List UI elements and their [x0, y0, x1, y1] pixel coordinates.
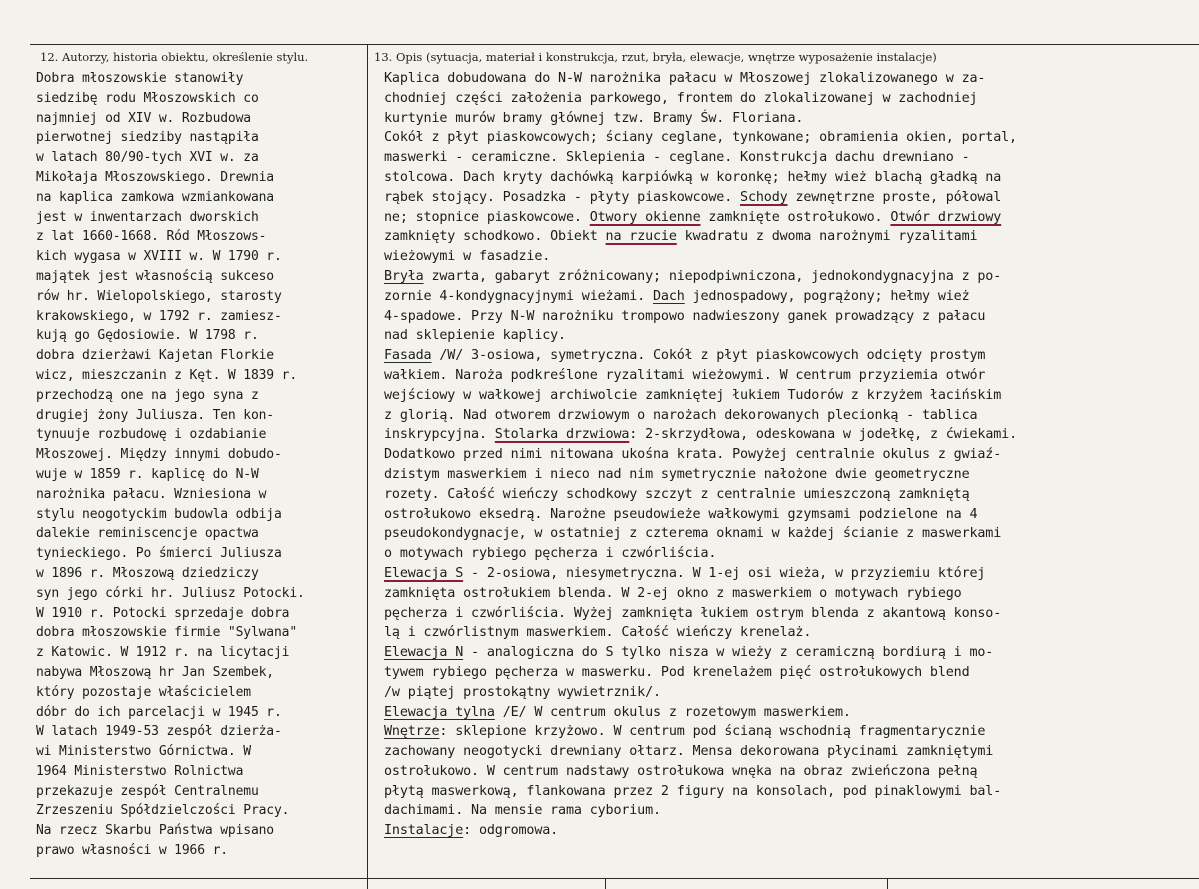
- history-text-line: przechodzą one na jego syna z: [36, 387, 259, 403]
- text-run: pęcherza i czwórliścia. Wyżej zamknięta łukiem ostrym blenda z akantową konso-: [384, 605, 1002, 621]
- description-text-line: [384, 128, 1199, 148]
- history-text-line: syn jego córki hr. Juliusz Potocki.: [36, 585, 305, 601]
- underlined-term: na rzucie: [605, 229, 677, 245]
- text-run: maswerki - ceramiczne. Sklepienia - ceglane. Konstrukcja dachu drewniano -: [384, 150, 970, 166]
- text-run: dzistym maswerkiem i nieco nad nim symetrycznie nałożone dwie geometryczne: [384, 466, 970, 482]
- underlined-term: Bryła: [384, 268, 424, 284]
- description-text-line: [384, 287, 1199, 307]
- description-text-line: [384, 821, 1199, 841]
- description-text-line: [384, 801, 1199, 821]
- text-run: zornie 4-kondygnacyjnymi wieżami.: [384, 288, 654, 304]
- text-run: Cokół z płyt piaskowcowych; ściany ceglane, tynkowane; obramienia okien, portal,: [384, 130, 1017, 146]
- underlined-term: Dach: [653, 288, 685, 304]
- description-text-line: [384, 703, 1199, 723]
- description-text-line: [384, 109, 1199, 129]
- history-text-line: kich wygasa w XVIII w. W 1790 r.: [36, 249, 282, 265]
- history-text-line: rów hr. Wielopolskiego, starosty: [36, 288, 282, 304]
- history-text-line: 1964 Ministerstwo Rolnictwa: [36, 763, 244, 779]
- description-text-line: [384, 584, 1199, 604]
- left-column-header: 12. Autorzy, historia obiektu, określenie stylu.: [40, 50, 309, 64]
- text-run: jednospadowy, pogrążony; hełmy wież: [684, 288, 970, 304]
- description-text-line: [384, 445, 1199, 465]
- description-text-line: [384, 722, 1199, 742]
- history-text-line: z Katowic. W 1912 r. na licytacji: [36, 645, 290, 661]
- history-text-line: wicz, mieszczanin z Kęt. W 1839 r.: [36, 367, 298, 383]
- text-run: : 2-skrzydłowa, odeskowana w jodełkę, z ćwiekami.: [629, 427, 1017, 443]
- description-text-line: [384, 782, 1199, 802]
- underlined-term: Elewacja N: [384, 645, 464, 661]
- text-run: 4-spadowe. Przy N-W narożniku trompowo nadwieszony ganek prowadzący z pałacu: [384, 308, 986, 324]
- bottom-tick: [887, 878, 888, 889]
- description-text-line: [384, 663, 1199, 683]
- history-text-line: Młoszowej. Między innymi dobudo-: [36, 447, 282, 463]
- text-run: pseudokondygnacje, w ostatniej z czterema oknami w każdej ścianie z maswerkami: [384, 526, 1002, 542]
- history-text-line: W 1910 r. Potocki sprzedaje dobra: [36, 605, 290, 621]
- description-text-line: [384, 227, 1199, 247]
- history-text-line: w latach 80/90-tych XVI w. za: [36, 150, 259, 166]
- history-text-line: tynuuje rozbudowę i ozdabianie: [36, 427, 267, 443]
- history-text-line: na kaplica zamkowa wzmiankowana: [36, 189, 274, 205]
- description-text-line: [384, 524, 1199, 544]
- text-run: o motywach rybiego pęcherza i czwórliścia.: [384, 546, 717, 562]
- description-text-line: [384, 69, 1199, 89]
- history-text-line: drugiej żony Juliusza. Ten kon-: [36, 407, 274, 423]
- history-text-line: stylu neogotyckim budowla odbija: [36, 506, 282, 522]
- text-run: Kaplica dobudowana do N-W narożnika pałacu w Młoszowej zlokalizowanego w za-: [384, 71, 986, 86]
- right-column-header: 13. Opis (sytuacja, materiał i konstrukcja, rzut, bryła, elewacje, wnętrze wyposażenie instalacje): [374, 50, 937, 64]
- description-text-line: [384, 386, 1199, 406]
- description-text-line: [384, 366, 1199, 386]
- history-text-column: [36, 69, 376, 861]
- text-run: inskrypcyjna.: [384, 427, 495, 443]
- history-text-line: Zrzeszeniu Spółdzielczości Pracy.: [36, 803, 290, 819]
- underlined-term: Fasada: [384, 348, 432, 364]
- history-text-line: W latach 1949-53 zespół dzierża-: [36, 724, 282, 740]
- history-text-line: dobra młoszowskie firmie "Sylwana": [36, 625, 298, 641]
- text-run: /w piątej prostokątny wywietrznik/.: [384, 684, 661, 700]
- history-text-line: siedzibę rodu Młoszowskich co: [36, 90, 259, 106]
- description-text-line: [384, 643, 1199, 663]
- history-text-line: w 1896 r. Młoszową dziedziczy: [36, 565, 259, 581]
- description-text-line: [384, 564, 1199, 584]
- text-run: kwadratu z dwoma narożnymi ryzalitami: [676, 229, 978, 245]
- text-run: - 2-osiowa, niesymetryczna. W 1-ej osi wieża, w przyziemiu której: [463, 565, 986, 581]
- text-run: z glorią. Nad otworem drzwiowym o narożach dekorowanych plecionką - tablica: [384, 407, 978, 423]
- description-text-line: [384, 425, 1199, 445]
- history-text-line: Mikołaja Młoszowskiego. Drewnia: [36, 169, 274, 185]
- text-run: ne; stopnice piaskowcowe.: [384, 209, 590, 225]
- description-text-line: [384, 247, 1199, 267]
- underlined-term: Wnętrze: [384, 724, 440, 740]
- text-run: rąbek stojący. Posadzka - płyty piaskowcowe.: [384, 189, 741, 205]
- history-text-line: z lat 1660-1668. Ród Młoszows-: [36, 229, 267, 245]
- underlined-term: Elewacja tylna: [384, 704, 495, 720]
- history-text-line: który pozostaje właścicielem: [36, 684, 251, 700]
- history-text-line: dóbr do ich parcelacji w 1945 r.: [36, 704, 282, 720]
- text-run: wieżowymi w fasadzie.: [384, 249, 551, 265]
- text-run: kurtynie murów bramy głównej tzw. Bramy Św. Floriana.: [384, 110, 804, 126]
- text-run: /E/ W centrum okulus z rozetowym maswerkiem.: [494, 704, 851, 720]
- text-run: zamknięta ostrołukiem blenda. W 2-ej okno z maswerkiem o motywach rybiego: [384, 585, 962, 601]
- description-text-line: [384, 623, 1199, 643]
- history-text-line: tynieckiego. Po śmierci Juliusza: [36, 546, 282, 562]
- history-text-line: Na rzecz Skarbu Państwa wpisano: [36, 823, 274, 839]
- text-run: wejściowy w wałkowej archiwolcie zamkniętej łukiem Tudorów z krzyżem łacińskim: [384, 387, 1002, 403]
- description-text-line: [384, 307, 1199, 327]
- text-run: zewnętrzne proste, półowal: [787, 189, 1002, 205]
- history-text-line: majątek jest własnością sukceso: [36, 268, 274, 284]
- history-text-line: krakowskiego, w 1792 r. zamiesz-: [36, 308, 282, 324]
- description-text-line: [384, 544, 1199, 564]
- history-text-line: pierwotnej siedziby nastąpiła: [36, 130, 259, 146]
- text-run: zamknięte ostrołukowo.: [700, 209, 891, 225]
- text-run: ostrołukowo. W centrum nadstawy ostrołukowa wnęka na obraz zwieńczona pełną: [384, 763, 978, 779]
- history-text-line: prawo własności w 1966 r.: [36, 843, 228, 859]
- description-text-line: [384, 326, 1199, 346]
- text-run: rozety. Całość wieńczy schodkowy szczyt z centralnie umieszczoną zamkniętą: [384, 486, 970, 502]
- text-run: zachowany neogotycki drewniany ołtarz. Mensa dekorowana płycinami zamkniętymi: [384, 744, 994, 760]
- underlined-term: Instalacje: [384, 823, 464, 839]
- history-text-line: dalekie reminiscencje opactwa: [36, 526, 259, 542]
- history-text-line: wi Ministerstwo Górnictwa. W: [36, 744, 251, 760]
- description-text-line: [384, 148, 1199, 168]
- text-run: /W/ 3-osiowa, symetryczna. Cokół z płyt piaskowcowych odcięty prostym: [431, 348, 986, 364]
- description-text-line: [384, 742, 1199, 762]
- description-text-line: [384, 168, 1199, 188]
- description-text-line: [384, 485, 1199, 505]
- description-text-column: [384, 69, 1199, 841]
- text-run: lą i czwórlistnym maswerkiem. Całość wieńczy krenelaż.: [384, 625, 812, 641]
- history-text-line: nabywa Młoszową hr Jan Szembek,: [36, 664, 274, 680]
- description-text-line: [384, 267, 1199, 287]
- text-run: - analogiczna do S tylko nisza w wieży z ceramiczną bordiurą i mo-: [463, 645, 994, 661]
- text-run: płytą maswerkową, flankowana przez 2 figury na konsolach, pod pinaklowymi bal-: [384, 783, 1002, 799]
- description-text-line: [384, 406, 1199, 426]
- text-run: stolcowa. Dach kryty dachówką karpiówką w koronkę; hełmy wież blachą gładką na: [384, 169, 1002, 185]
- text-run: : sklepione krzyżowo. W centrum pod ścianą wschodnią fragmentarycznie: [439, 724, 986, 740]
- description-text-line: [384, 208, 1199, 228]
- description-text-line: [384, 188, 1199, 208]
- text-run: zwarta, gabaryt zróżnicowany; niepodpiwniczona, jednokondygnacyjna z po-: [423, 268, 1002, 284]
- history-text-line: kują go Gędosiowie. W 1798 r.: [36, 328, 259, 344]
- text-run: Dodatkowo przed nimi nitowana ukośna krata. Powyżej centralnie okulus z gwiaź-: [384, 447, 1002, 463]
- description-text-line: [384, 505, 1199, 525]
- description-text-line: [384, 346, 1199, 366]
- underlined-term: Stolarka drzwiowa: [494, 427, 630, 443]
- text-run: dachimami. Na mensie rama cyborium.: [384, 803, 661, 819]
- underlined-term: Elewacja S: [384, 565, 464, 581]
- text-run: wałkiem. Naroża podkreślone ryzalitami wieżowymi. W centrum przyziemia otwór: [384, 367, 986, 383]
- text-run: tywem rybiego pęcherza w maswerku. Pod krenelażem pięć ostrołukowych blend: [384, 664, 970, 680]
- text-run: zamknięty schodkowo. Obiekt: [384, 229, 606, 245]
- description-text-line: [384, 762, 1199, 782]
- text-run: : odgromowa.: [463, 823, 559, 839]
- description-text-line: [384, 465, 1199, 485]
- underlined-term: Otwory okienne: [589, 209, 701, 225]
- description-text-line: [384, 89, 1199, 109]
- bottom-tick: [605, 878, 606, 889]
- history-text-line: narożnika pałacu. Wzniesiona w: [36, 486, 267, 502]
- underlined-term: Schody: [740, 189, 788, 205]
- description-text-line: [384, 604, 1199, 624]
- history-text-line: Dobra młoszowskie stanowiły: [36, 71, 244, 86]
- history-text-line: dobra dzierżawi Kajetan Florkie: [36, 348, 274, 364]
- underlined-term: Otwór drzwiowy: [890, 209, 1002, 225]
- history-text-line: przekazuje zespół Centralnemu: [36, 783, 259, 799]
- text-run: nad sklepienie kaplicy.: [384, 328, 566, 344]
- text-run: chodniej części założenia parkowego, frontem do zlokalizowanej w zachodniej: [384, 90, 978, 106]
- text-run: ostrołukowo eksedrą. Narożne pseudowieże wałkowymi gzymsami podzielone na 4: [384, 506, 978, 522]
- history-text-line: najmniej od XIV w. Rozbudowa: [36, 110, 251, 126]
- history-text-line: wuje w 1859 r. kaplicę do N-W: [36, 466, 259, 482]
- description-text-line: [384, 683, 1199, 703]
- history-text-line: jest w inwentarzach dworskich: [36, 209, 259, 225]
- top-rule: [30, 44, 1199, 45]
- bottom-rule: [30, 878, 1199, 879]
